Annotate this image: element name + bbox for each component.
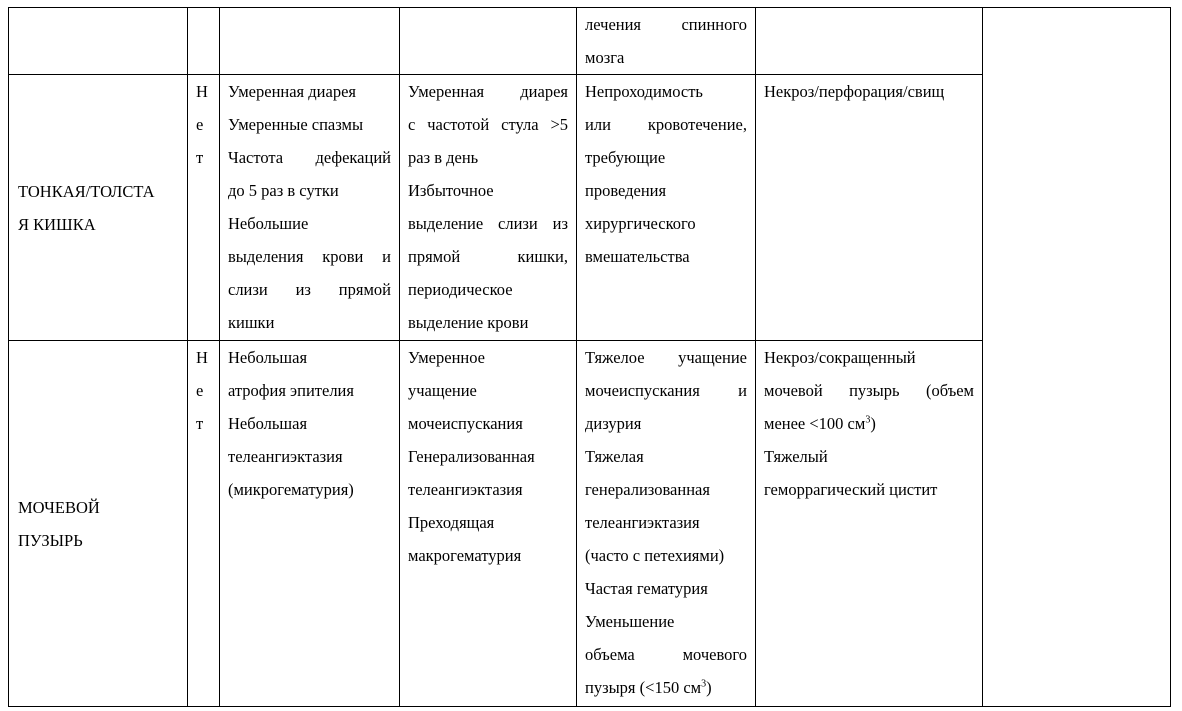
extra-column-cell — [983, 8, 1171, 707]
grade0-char: Н — [196, 348, 208, 367]
text-line: кишки — [228, 313, 275, 332]
organ-name-line: МОЧЕВОЙ — [18, 497, 100, 517]
grade2-cell-empty — [400, 8, 577, 75]
text-line-with-superscript — [585, 671, 747, 704]
grade2-cell — [400, 75, 577, 341]
text-line: проведения — [585, 181, 667, 200]
organ-cell — [9, 75, 188, 341]
grade1-cell — [220, 75, 400, 341]
text-line: прямой кишки, — [408, 247, 568, 266]
text-line: Тяжелый — [764, 447, 828, 466]
text-line: дизурия — [585, 414, 642, 433]
grade4-cell — [756, 75, 983, 341]
superscript: 3 — [865, 414, 871, 426]
text-line: телеангиэктазия — [585, 513, 700, 532]
grade3-cell — [577, 75, 756, 341]
text-line: Частота дефекаций — [228, 148, 391, 167]
organ-cell-empty — [9, 8, 188, 75]
text-line-with-superscript — [764, 407, 974, 440]
grade0-cell-empty — [188, 8, 220, 75]
text-line: геморрагический цистит — [764, 480, 938, 499]
text-line: Непроходимость — [585, 82, 703, 101]
grade0-char: т — [196, 414, 204, 433]
grade0-char: е — [196, 115, 204, 134]
text-line: Небольшая — [228, 348, 308, 367]
grade1-cell-empty — [220, 8, 400, 75]
text-line: Умеренное — [408, 348, 486, 367]
table-row-continued — [9, 8, 1171, 75]
text-line: Тяжелая — [585, 447, 644, 466]
grade2-cell — [400, 341, 577, 707]
radiation-toxicity-table — [8, 7, 1171, 707]
grade0-cell — [188, 75, 220, 341]
text-line: хирургического — [585, 214, 696, 233]
text-line: раз в день — [408, 148, 479, 167]
grade0-char: т — [196, 148, 204, 167]
text-line: мозга — [585, 48, 625, 67]
text-line: или кровотечение, — [585, 115, 747, 134]
text-line: Преходящая — [408, 513, 495, 532]
text-line: Избыточное — [408, 181, 494, 200]
text-line: мочеиспускания — [408, 414, 523, 433]
organ-name-line: ТОНКАЯ/ТОЛСТА — [18, 181, 155, 201]
text-line: выделение слизи из — [408, 214, 568, 233]
organ-name-line: ПУЗЫРЬ — [18, 530, 83, 550]
text-line: макрогематурия — [408, 546, 522, 565]
text-line: Тяжелое учащение — [585, 348, 747, 367]
text-line: телеангиэктазия — [408, 480, 523, 499]
text-line: выделение крови — [408, 313, 529, 332]
text-fragment: ) — [870, 414, 876, 433]
grade3-cell-continued — [577, 8, 756, 75]
grade1-cell — [220, 341, 400, 707]
grade3-cell — [577, 341, 756, 707]
text-line: учащение — [408, 381, 477, 400]
superscript: 3 — [701, 678, 707, 690]
text-line: периодическое — [408, 280, 513, 299]
text-line: Небольшие — [228, 214, 309, 233]
text-line: требующие — [585, 148, 666, 167]
text-fragment: пузыря (<150 см — [585, 678, 702, 697]
organ-name-line: Я КИШКА — [18, 214, 96, 234]
text-line: с частотой стула >5 — [408, 115, 568, 134]
text-line: объема мочевого — [585, 645, 747, 664]
grade4-cell-empty — [756, 8, 983, 75]
text-line: атрофия эпителия — [228, 381, 354, 400]
text-line: мочевой пузырь (объем — [764, 381, 974, 400]
text-line: Умеренная диарея — [408, 82, 568, 101]
grade0-char: е — [196, 381, 204, 400]
text-line: Небольшая — [228, 414, 308, 433]
text-line: лечения спинного — [585, 15, 747, 34]
text-line: Уменьшение — [585, 612, 675, 631]
text-line: Некроз/перфорация/свищ — [764, 82, 945, 101]
grade4-cell — [756, 341, 983, 707]
text-line: Умеренная диарея — [228, 82, 356, 101]
text-line: мочеиспускания и — [585, 381, 747, 400]
text-line: телеангиэктазия — [228, 447, 343, 466]
text-line: Генерализованная — [408, 447, 535, 466]
text-fragment: менее <100 см — [764, 414, 866, 433]
organ-cell — [9, 341, 188, 707]
text-line: (часто с петехиями) — [585, 546, 725, 565]
text-line: вмешательства — [585, 247, 690, 266]
text-line: слизи из прямой — [228, 280, 391, 299]
text-line: Некроз/сокращенный — [764, 348, 916, 367]
grade0-char: Н — [196, 82, 208, 101]
text-line: Умеренные спазмы — [228, 115, 364, 134]
grade0-cell — [188, 341, 220, 707]
text-line: Частая гематурия — [585, 579, 708, 598]
text-fragment: ) — [706, 678, 712, 697]
text-line: до 5 раз в сутки — [228, 181, 339, 200]
text-line: генерализованная — [585, 480, 710, 499]
text-line: (микрогематурия) — [228, 480, 354, 499]
text-line: выделения крови и — [228, 247, 391, 266]
